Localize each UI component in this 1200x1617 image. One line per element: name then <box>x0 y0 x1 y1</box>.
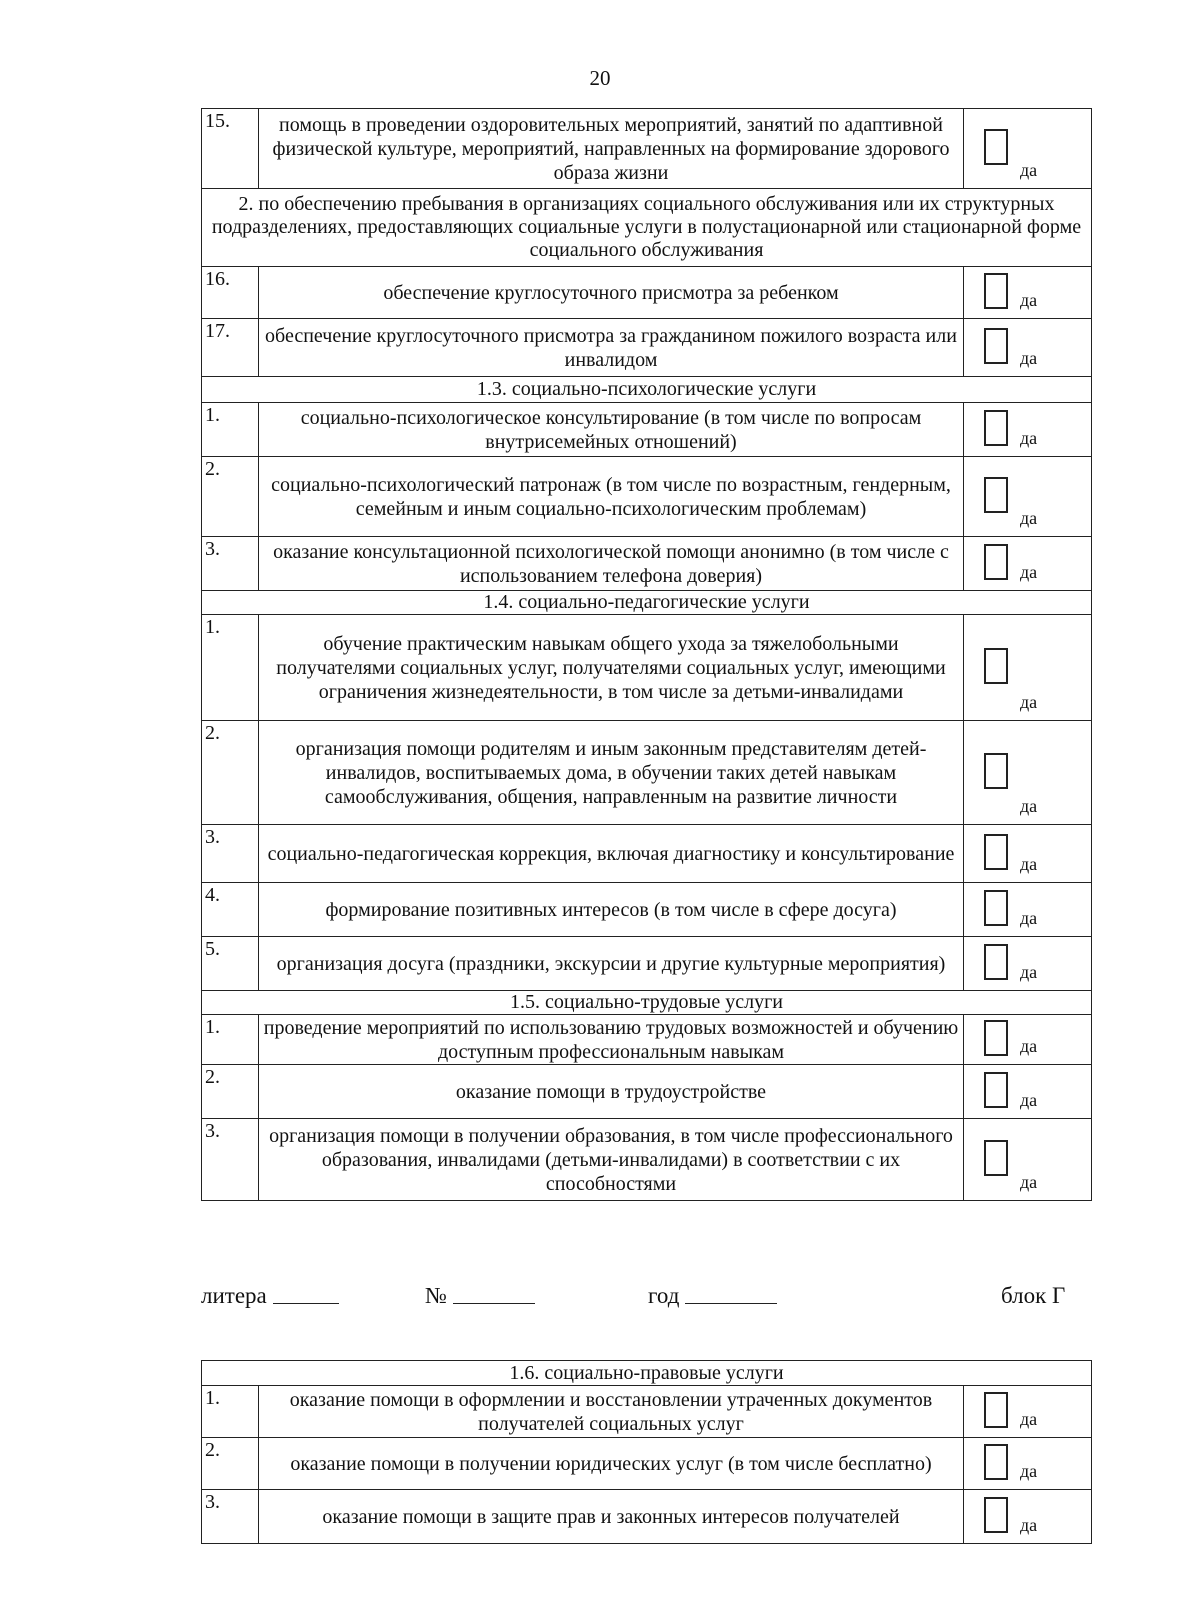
item-number: 3. <box>202 537 259 591</box>
service-row <box>202 937 1092 991</box>
item-number: 5. <box>202 937 259 991</box>
block-label: блок Г <box>1001 1283 1066 1308</box>
yes-label: да <box>1020 854 1038 874</box>
yes-label: да <box>1020 1409 1038 1429</box>
yes-checkbox[interactable] <box>984 648 1008 684</box>
service-description: оказание помощи в защите прав и законных интересов получателей <box>259 1490 964 1544</box>
yes-checkbox[interactable] <box>984 834 1008 870</box>
service-description: оказание помощи в получении юридических услуг (в том числе бесплатно) <box>259 1438 964 1490</box>
item-number: 2. <box>202 457 259 537</box>
service-description: организация помощи в получении образования, в том числе профессионального образования, инвалидами (детьми-инвалидами) в соответствии с их способностями <box>259 1119 964 1201</box>
section-title: 1.5. социально-трудовые услуги <box>202 991 1092 1015</box>
yes-label: да <box>1020 796 1038 816</box>
service-row <box>202 1386 1092 1438</box>
service-description: помощь в проведении оздоровительных мероприятий, занятий по адаптивной физической культуре, мероприятий, направленных на формирование здорового образа жизни <box>259 109 964 189</box>
item-number: 3. <box>202 825 259 883</box>
litera-label: литера <box>201 1283 267 1308</box>
yes-checkbox[interactable] <box>984 410 1008 446</box>
answer-cell <box>964 1065 1092 1119</box>
service-row <box>202 1015 1092 1065</box>
answer-cell <box>964 615 1092 721</box>
service-description: обучение практическим навыкам общего ухода за тяжелобольными получателями социальных услуг, получателями социальных услуг, имеющими ограничения жизнедеятельности, в том числе за детьми-инвалидами <box>259 615 964 721</box>
yes-label: да <box>1020 348 1038 368</box>
answer-cell <box>964 721 1092 825</box>
service-row <box>202 457 1092 537</box>
yes-label: да <box>1020 962 1038 982</box>
yes-checkbox[interactable] <box>984 1140 1008 1176</box>
answer-cell <box>964 537 1092 591</box>
item-number: 3. <box>202 1490 259 1544</box>
year-label: год <box>648 1283 680 1308</box>
yes-label: да <box>1020 508 1038 528</box>
answer-cell <box>964 937 1092 991</box>
section-title: 2. по обеспечению пребывания в организациях социального обслуживания или их структурных подразделениях, предоставляющих социальные услуги в полустационарной или стационарной форме социального обслуживания <box>202 189 1092 267</box>
service-description: обеспечение круглосуточного присмотра за ребенком <box>259 267 964 319</box>
service-description: оказание помощи в оформлении и восстановлении утраченных документов получателей социальных услуг <box>259 1386 964 1438</box>
yes-checkbox[interactable] <box>984 944 1008 980</box>
service-description: оказание помощи в трудоустройстве <box>259 1065 964 1119</box>
service-description: оказание консультационной психологической помощи анонимно (в том числе с использованием телефона доверия) <box>259 537 964 591</box>
yes-checkbox[interactable] <box>984 129 1008 165</box>
service-description: социально-психологическое консультирование (в том числе по вопросам внутрисемейных отношений) <box>259 403 964 457</box>
service-description: социально-психологический патронаж (в том числе по возрастным, гендерным, семейным и иным социально-психологическим проблемам) <box>259 457 964 537</box>
service-description: организация помощи родителям и иным законным представителям детей-инвалидов, воспитываемых дома, в обучении таких детей навыкам самообслуживания, общения, направленным на развитие личности <box>259 721 964 825</box>
service-row <box>202 721 1092 825</box>
item-number: 2. <box>202 721 259 825</box>
service-row <box>202 1438 1092 1490</box>
item-number: 1. <box>202 1386 259 1438</box>
answer-cell <box>964 1386 1092 1438</box>
number-field[interactable] <box>425 1283 447 1309</box>
service-row <box>202 1065 1092 1119</box>
yes-label: да <box>1020 1515 1038 1535</box>
yes-checkbox[interactable] <box>984 753 1008 789</box>
section-header-row <box>202 377 1092 403</box>
answer-cell <box>964 403 1092 457</box>
item-number: 1. <box>202 1015 259 1065</box>
answer-cell <box>964 1490 1092 1544</box>
service-row <box>202 825 1092 883</box>
item-number: 15. <box>202 109 259 189</box>
yes-checkbox[interactable] <box>984 1497 1008 1533</box>
yes-label: да <box>1020 160 1038 180</box>
yes-checkbox[interactable] <box>984 328 1008 364</box>
item-number: 17. <box>202 319 259 377</box>
yes-label: да <box>1020 908 1038 928</box>
yes-label: да <box>1020 1036 1038 1056</box>
service-row <box>202 319 1092 377</box>
litera-blank[interactable] <box>273 1283 339 1304</box>
service-description: проведение мероприятий по использованию трудовых возможностей и обучению доступным профессиональным навыкам <box>259 1015 964 1065</box>
item-number: 1. <box>202 403 259 457</box>
answer-cell <box>964 319 1092 377</box>
year-field[interactable] <box>648 1283 679 1309</box>
answer-cell <box>964 1119 1092 1201</box>
section-title: 1.6. социально-правовые услуги <box>202 1361 1092 1386</box>
yes-checkbox[interactable] <box>984 1444 1008 1480</box>
answer-cell <box>964 1015 1092 1065</box>
yes-checkbox[interactable] <box>984 1020 1008 1056</box>
yes-label: да <box>1020 1172 1038 1192</box>
litera-field[interactable] <box>201 1283 267 1309</box>
service-description: социально-педагогическая коррекция, включая диагностику и консультирование <box>259 825 964 883</box>
yes-checkbox[interactable] <box>984 1072 1008 1108</box>
yes-label: да <box>1020 562 1038 582</box>
service-description: обеспечение круглосуточного присмотра за гражданином пожилого возраста или инвалидом <box>259 319 964 377</box>
answer-cell <box>964 1438 1092 1490</box>
section-header-row <box>202 591 1092 615</box>
year-blank[interactable] <box>685 1283 777 1304</box>
answer-cell <box>964 825 1092 883</box>
number-blank[interactable] <box>453 1283 535 1304</box>
service-row <box>202 267 1092 319</box>
answer-cell <box>964 883 1092 937</box>
yes-checkbox[interactable] <box>984 1392 1008 1428</box>
item-number: 16. <box>202 267 259 319</box>
yes-label: да <box>1020 1461 1038 1481</box>
item-number: 1. <box>202 615 259 721</box>
service-description: организация досуга (праздники, экскурсии и другие культурные мероприятия) <box>259 937 964 991</box>
section-title: 1.3. социально-психологические услуги <box>202 377 1092 403</box>
service-row <box>202 883 1092 937</box>
answer-cell <box>964 457 1092 537</box>
section-header-row <box>202 189 1092 267</box>
item-number: 3. <box>202 1119 259 1201</box>
service-description: формирование позитивных интересов (в том числе в сфере досуга) <box>259 883 964 937</box>
yes-label: да <box>1020 1090 1038 1110</box>
service-row <box>202 1119 1092 1201</box>
number-label: № <box>425 1283 447 1308</box>
yes-checkbox[interactable] <box>984 890 1008 926</box>
section-header-row <box>202 1361 1092 1386</box>
service-row <box>202 537 1092 591</box>
yes-checkbox[interactable] <box>984 477 1008 513</box>
item-number: 4. <box>202 883 259 937</box>
service-row <box>202 403 1092 457</box>
yes-checkbox[interactable] <box>984 273 1008 309</box>
legal-services-table <box>201 1360 1092 1544</box>
section-header-row <box>202 991 1092 1015</box>
page-number: 20 <box>589 66 611 90</box>
yes-label: да <box>1020 428 1038 448</box>
service-row <box>202 615 1092 721</box>
item-number: 2. <box>202 1065 259 1119</box>
yes-label: да <box>1020 290 1038 310</box>
service-row <box>202 1490 1092 1544</box>
service-row <box>202 109 1092 189</box>
section-title: 1.4. социально-педагогические услуги <box>202 591 1092 615</box>
services-table <box>201 108 1092 1201</box>
yes-label: да <box>1020 692 1038 712</box>
answer-cell <box>964 109 1092 189</box>
answer-cell <box>964 267 1092 319</box>
item-number: 2. <box>202 1438 259 1490</box>
yes-checkbox[interactable] <box>984 544 1008 580</box>
